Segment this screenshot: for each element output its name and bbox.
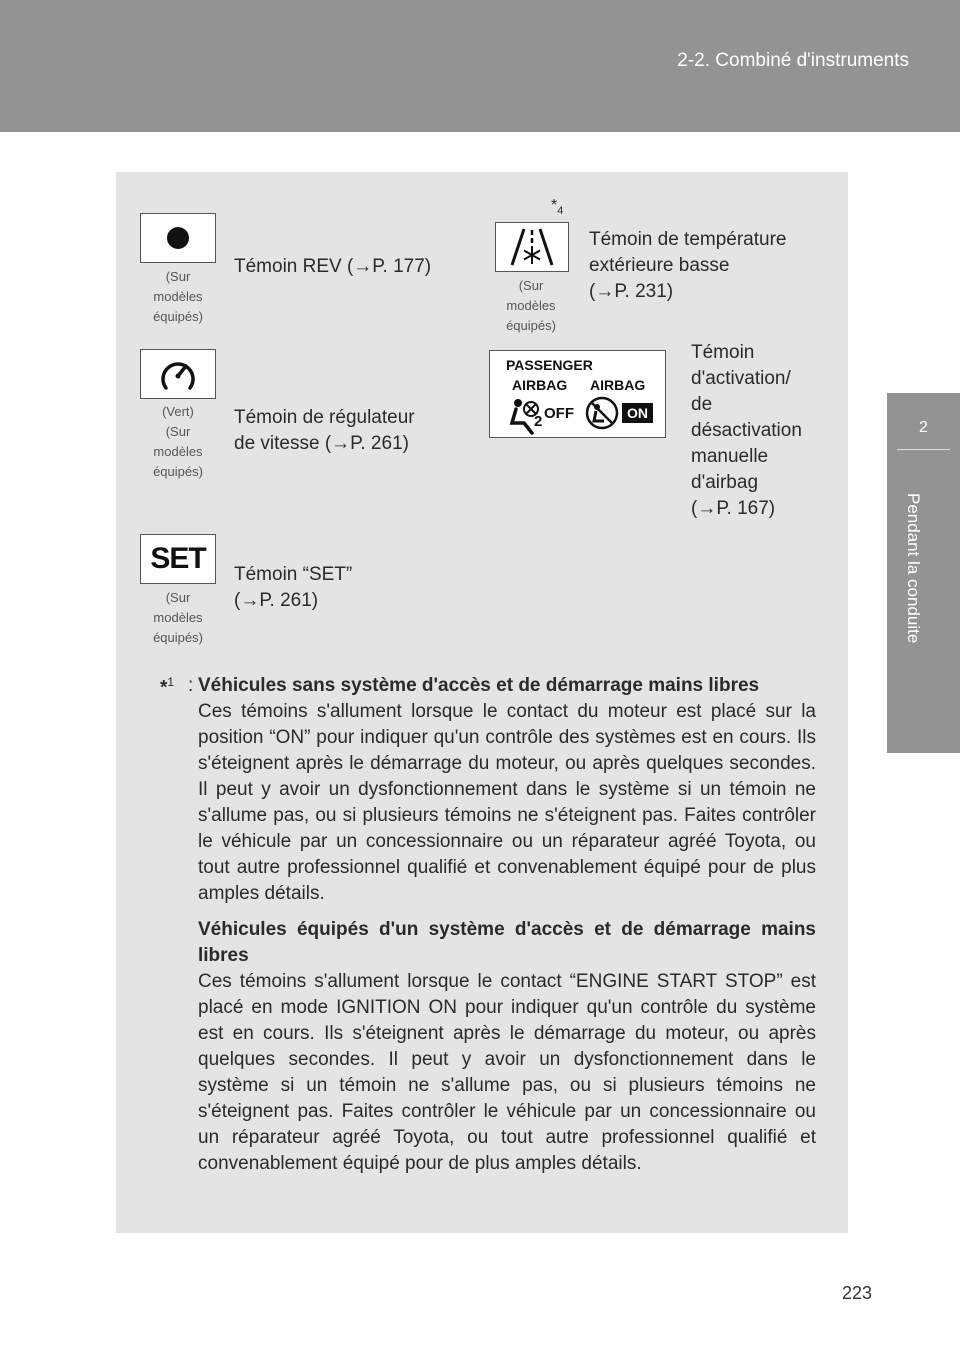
note-line: (Sur <box>518 278 544 293</box>
desc-line: de <box>691 394 713 415</box>
note-line: (Vert) <box>162 404 194 419</box>
asterisk-number: 4 <box>557 205 564 218</box>
footnote-title-1: Véhicules sans système d'accès et de démarrage mains libres <box>198 675 760 696</box>
desc-line: extérieure basse <box>589 255 730 276</box>
rev-note <box>140 267 216 327</box>
note-line: modèles <box>153 444 203 459</box>
section-title: 2-2. Combiné d'instruments <box>677 50 909 71</box>
chapter-tab <box>887 393 960 753</box>
asterisk: * <box>551 197 558 214</box>
note-line: modèles <box>153 289 203 304</box>
note-line: équipés) <box>506 318 556 333</box>
note-line: (Sur <box>165 269 191 284</box>
asterisk-number: 1 <box>167 675 175 689</box>
airbag-description <box>691 340 802 522</box>
footnote-body-2: Ces témoins s'allument lorsque le contact “ENGINE START STOP” est placé en mode IGNITION ON pour indiquer qu'un contrôle du système est en cours. Ils s'éteignent après le démarrage du moteur, ou après quelques secondes. Il peut y avoir un dysfonctionnement dans le système si un témoin ne s'allume pas, ou si plusieurs témoins ne s'éteignent pas. Faites contrôler le véhicule par un concessionnaire ou un réparateur agréé Toyota, ou tout autre professionnel qualifié et convenablement équipé pour de plus amples détails. <box>198 971 816 1174</box>
set-indicator-icon <box>140 534 216 584</box>
chapter-divider <box>897 449 950 450</box>
footnote-title-2: Véhicules équipés d'un système d'accès et de démarrage mains libres <box>198 919 816 966</box>
note-line: équipés) <box>153 309 203 324</box>
desc-line: Témoin de température <box>589 229 787 250</box>
airbag-off-label: AIRBAG <box>512 377 568 393</box>
chapter-label: Pendant la conduite <box>904 493 923 644</box>
passenger-label: PASSENGER <box>506 357 593 373</box>
desc-line: (→P. 261) <box>234 590 319 611</box>
note-line: (Sur <box>165 424 191 439</box>
footnote-body-1: Ces témoins s'allument lorsque le contact du moteur est placé sur la position “ON” pour indiquer qu'un contrôle des systèmes est en cours. Ils s'éteignent après le démarrage du moteur, ou après quelques secondes. Il peut y avoir un dysfonctionnement dans le système si un témoin ne s'allume pas, ou si plusieurs témoins ne s'éteignent pas. Faites contrôler le véhicule par un concessionnaire ou un réparateur agréé Toyota, ou tout autre professionnel qualifié et convenablement équipé pour de plus amples détails. <box>198 701 816 904</box>
desc-line: Témoin de régulateur <box>234 407 415 428</box>
set-icon-text: SET <box>150 542 206 575</box>
desc-line: (→P. 167) <box>691 498 776 519</box>
road-snowflake-icon <box>508 226 556 268</box>
footnote-heading-1 <box>162 673 816 1177</box>
cruise-control-description <box>234 405 415 457</box>
note-line: équipés) <box>153 464 203 479</box>
airbag-indicator-panel <box>489 350 666 438</box>
desc-line: Témoin REV (→P. 177) <box>234 256 432 277</box>
desc-line: Témoin <box>691 342 755 363</box>
desc-line: (→P. 231) <box>589 281 674 302</box>
page-number: 223 <box>842 1283 873 1303</box>
desc-line: d'airbag <box>691 472 759 493</box>
on-label: ON <box>627 405 648 421</box>
asterisk: * <box>160 677 168 699</box>
airbag-on-label: AIRBAG <box>590 377 646 393</box>
low-temperature-description <box>589 227 787 305</box>
rev-indicator-icon <box>140 213 216 263</box>
desc-line: Témoin “SET” <box>234 564 353 585</box>
airbag-on-person-icon <box>582 395 622 431</box>
dot-icon <box>166 226 190 250</box>
page-header <box>0 0 960 132</box>
speedometer-icon <box>156 354 200 394</box>
footnote-marker <box>160 669 174 701</box>
desc-line: d'activation/ <box>691 368 791 389</box>
cruise-control-icon <box>140 349 216 399</box>
footnote-colon: : <box>188 675 194 696</box>
cruise-control-note <box>140 402 216 482</box>
rev-description <box>234 254 431 280</box>
low-temperature-icon <box>495 222 569 272</box>
note-line: modèles <box>506 298 556 313</box>
seat-number: 2 <box>534 413 543 430</box>
desc-line: désactivation <box>691 420 802 441</box>
footnote-block <box>162 673 816 1177</box>
note-line: (Sur <box>165 590 191 605</box>
note-line: équipés) <box>153 630 203 645</box>
on-badge <box>622 403 653 423</box>
desc-line: de vitesse (→P. 261) <box>234 433 409 454</box>
set-note <box>140 588 216 648</box>
note-line: modèles <box>153 610 203 625</box>
desc-line: manuelle <box>691 446 769 467</box>
set-description <box>234 562 352 614</box>
off-label: OFF <box>544 405 574 422</box>
footnote-marker <box>551 197 563 217</box>
low-temperature-note <box>494 276 568 336</box>
chapter-number: 2 <box>919 419 928 436</box>
